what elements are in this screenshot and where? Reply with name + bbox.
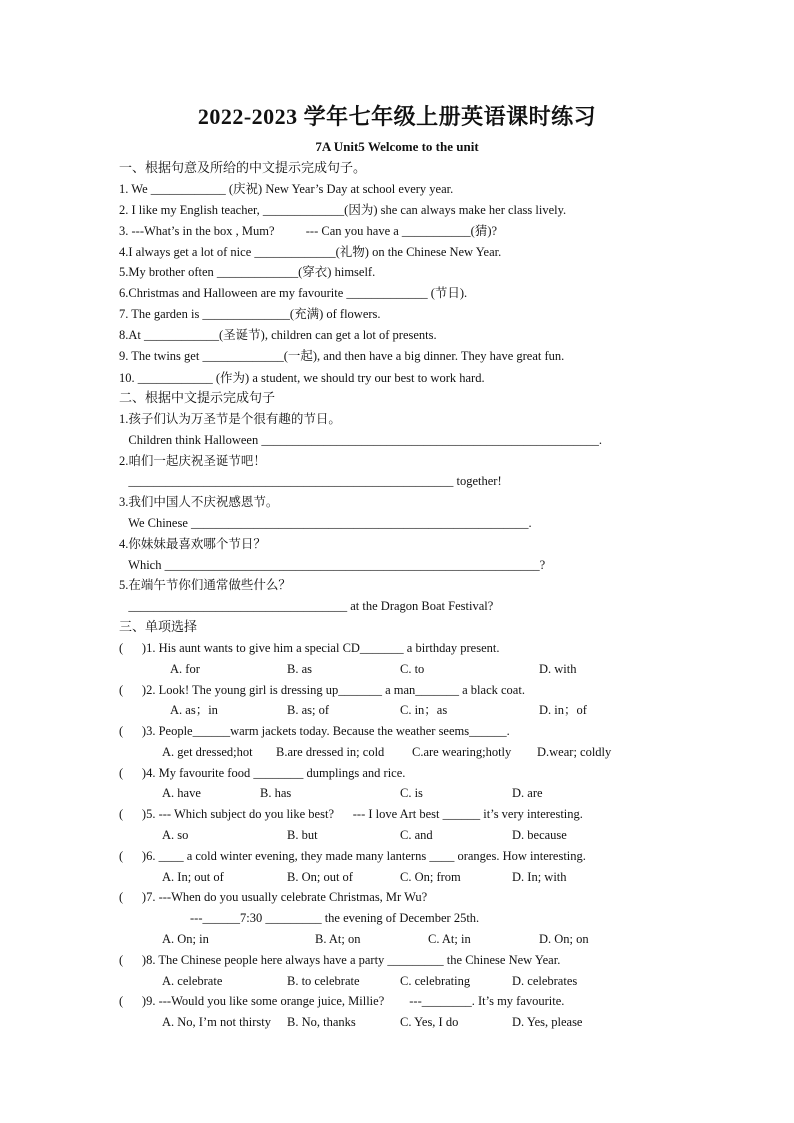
part2-answer-line: Which ____________________________________________________________?	[119, 558, 546, 572]
mc-option: B. has	[260, 786, 292, 800]
mc-question: ( )4. My favourite food ________ dumplings and rice.	[119, 766, 406, 780]
mc-option: D. On; on	[539, 932, 589, 946]
part1-item: 10. ____________ (作为) a student, we should try our best to work hard.	[119, 371, 485, 385]
mc-option: A. for	[170, 662, 200, 676]
part1-item: 5.My brother often _____________(穿衣) himself.	[119, 265, 376, 279]
part2-answer-line: We Chinese ______________________________________________________.	[119, 516, 532, 530]
mc-option: A. In; out of	[162, 870, 224, 884]
part1-item: 1. We ____________ (庆祝) New Year’s Day at school every year.	[119, 182, 454, 196]
mc-option: D. in；of	[539, 703, 587, 717]
part1-item: 8.At ____________(圣诞节), children can get a lot of presents.	[119, 328, 437, 342]
mc-option: C. in；as	[400, 703, 448, 717]
mc-option: C. and	[400, 828, 433, 842]
mc-option: A. No, I’m not thirsty	[162, 1015, 272, 1029]
mc-option: B. At; on	[315, 932, 361, 946]
mc-option: B. to celebrate	[287, 974, 360, 988]
mc-option: D. Yes, please	[512, 1015, 583, 1029]
part3-heading: 三、单项选择	[119, 619, 198, 634]
mc-option: D. celebrates	[512, 974, 578, 988]
part2-prompt: 5.在端午节你们通常做些什么？	[119, 578, 291, 592]
mc-option: C. celebrating	[400, 974, 471, 988]
mc-option: B. On; out of	[287, 870, 353, 884]
mc-option: B. as; of	[287, 703, 330, 717]
part2-prompt: 3.我们中国人不庆祝感恩节。	[119, 495, 279, 509]
mc-question: ( )1. His aunt wants to give him a special CD_______ a birthday present.	[119, 641, 500, 655]
mc-option: B.are dressed in; cold	[276, 745, 385, 759]
part1-item: 6.Christmas and Halloween are my favourite _____________ (节日).	[119, 286, 468, 300]
part2-prompt: 1.孩子们认为万圣节是个很有趣的节日。	[119, 412, 341, 426]
mc-question: ( )3. People______warm jackets today. Because the weather seems______.	[119, 724, 510, 738]
part2-heading: 二、根据中文提示完成句子	[119, 390, 276, 405]
mc-option: A. On; in	[162, 932, 209, 946]
mc-option: D. In; with	[512, 870, 567, 884]
part2-answer-line: ___________________________________ at the Dragon Boat Festival?	[119, 599, 494, 613]
mc-option: C.are wearing;hotly	[412, 745, 512, 759]
mc-question: ( )5. --- Which subject do you like best? --- I love Art best ______ it’s very interesting.	[119, 807, 583, 821]
mc-option: C. is	[400, 786, 423, 800]
part1-item: 2. I like my English teacher, _____________(因为) she can always make her class lively.	[119, 203, 567, 217]
mc-option: C. On; from	[400, 870, 461, 884]
mc-answer-line: ---______7:30 _________ the evening of December 25th.	[190, 911, 480, 925]
part1-item: 3. ---What’s in the box , Mum? --- Can you have a ___________(猜)?	[119, 224, 498, 238]
mc-question: ( )7. ---When do you usually celebrate Christmas, Mr Wu?	[119, 890, 428, 904]
part2-prompt: 4.你妹妹最喜欢哪个节日？	[119, 537, 266, 551]
mc-option: B. as	[287, 662, 312, 676]
mc-option: C. Yes, I do	[400, 1015, 459, 1029]
part2-prompt: 2.咱们一起庆祝圣诞节吧！	[119, 454, 266, 468]
page-title: 2022-2023 学年七年级上册英语课时练习	[197, 104, 597, 129]
part1-item: 4.I always get a lot of nice _____________(礼物) on the Chinese New Year.	[119, 245, 502, 259]
mc-option: D. with	[539, 662, 577, 676]
mc-option: A. celebrate	[162, 974, 223, 988]
mc-option: D.wear; coldly	[537, 745, 612, 759]
part1-item: 9. The twins get _____________(一起), and then have a big dinner. They have great fun.	[119, 349, 565, 363]
mc-question: ( )2. Look! The young girl is dressing up_______ a man_______ a black coat.	[119, 683, 525, 697]
mc-question: ( )6. ____ a cold winter evening, they made many lanterns ____ oranges. How interesting.	[119, 849, 586, 863]
part1-item: 7. The garden is ______________(充满) of flowers.	[119, 307, 381, 321]
mc-option: C. At; in	[428, 932, 471, 946]
mc-option: A. have	[162, 786, 201, 800]
mc-question: ( )8. The Chinese people here always have a party _________ the Chinese New Year.	[119, 953, 561, 967]
mc-option: A. so	[162, 828, 189, 842]
part1-heading: 一、根据句意及所给的中文提示完成句子。	[119, 160, 367, 175]
mc-option: B. No, thanks	[287, 1015, 356, 1029]
mc-option: A. get dressed;hot	[162, 745, 253, 759]
part2-answer-line: Children think Halloween ______________________________________________________.	[119, 433, 602, 447]
mc-option: D. are	[512, 786, 543, 800]
mc-question: ( )9. ---Would you like some orange juice, Millie? ---________. It’s my favourite.	[119, 994, 565, 1008]
page-subtitle: 7A Unit5 Welcome to the unit	[315, 139, 479, 154]
mc-option: C. to	[400, 662, 425, 676]
mc-option: D. because	[512, 828, 567, 842]
part2-answer-line: ____________________________________________________ together!	[119, 474, 502, 488]
mc-option: A. as；in	[170, 703, 218, 717]
mc-option: B. but	[287, 828, 318, 842]
